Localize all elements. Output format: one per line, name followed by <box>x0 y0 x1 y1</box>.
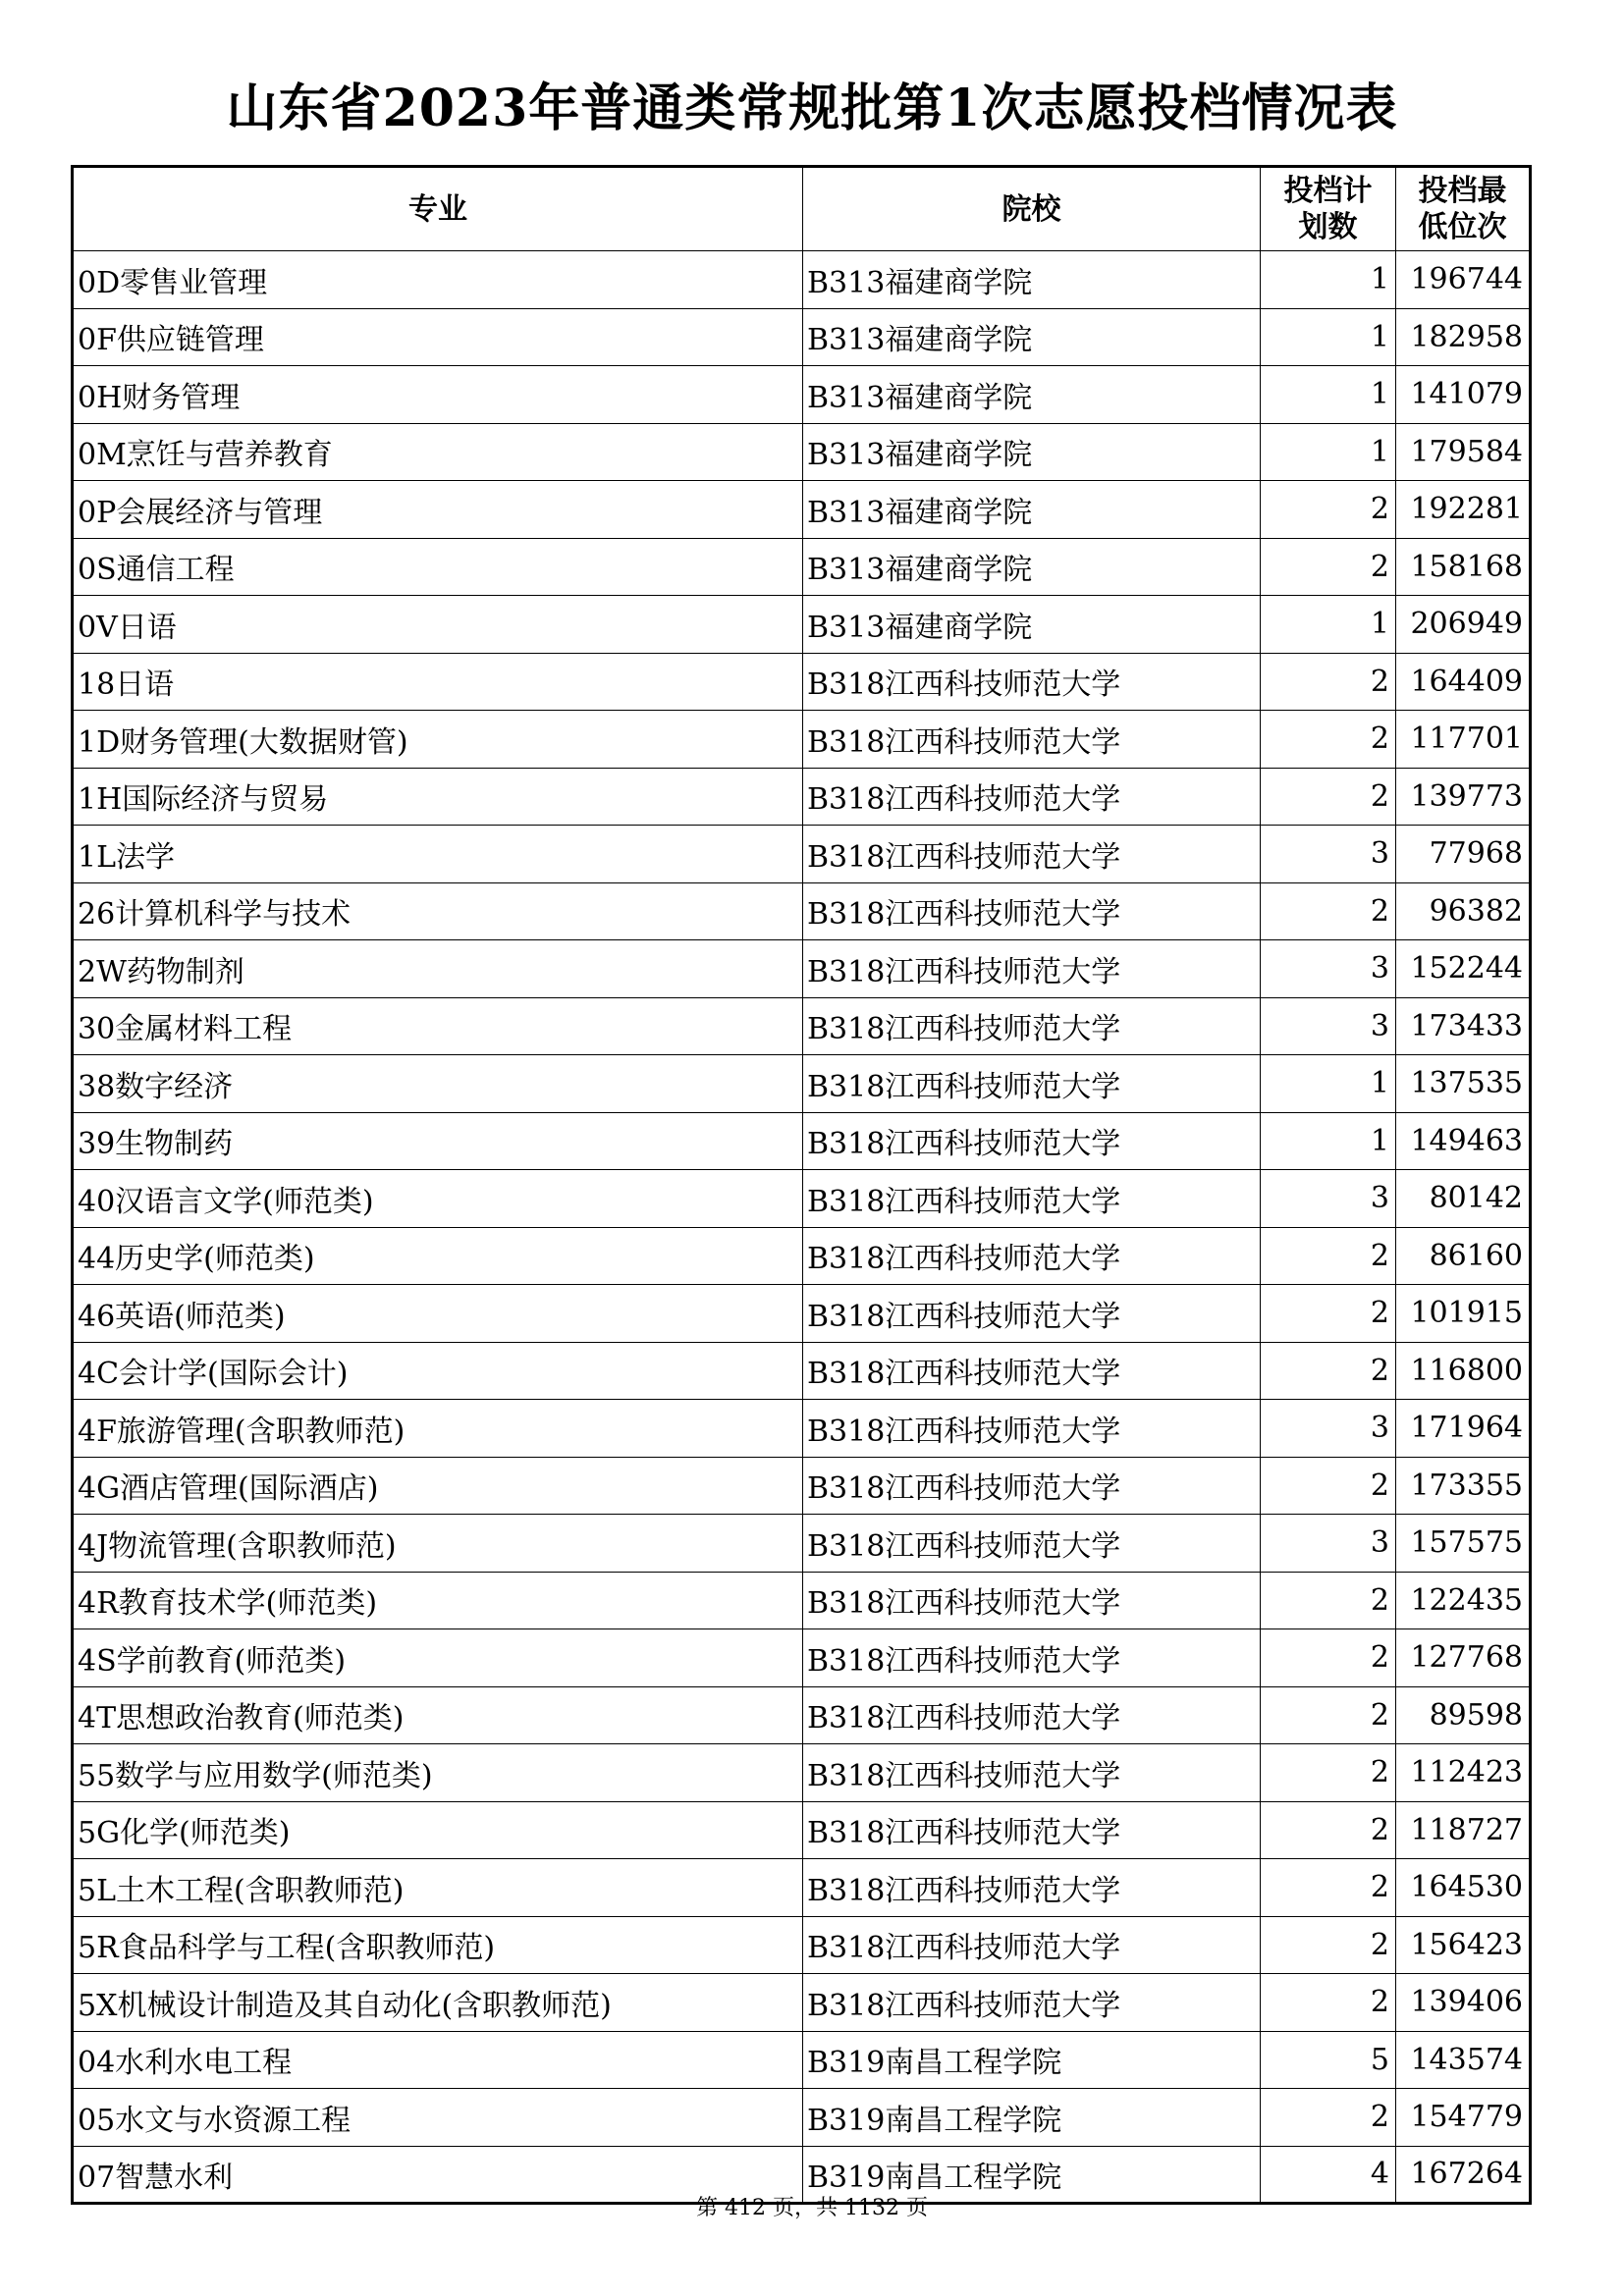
cell-rank: 116800 <box>1396 1342 1531 1400</box>
cell-rank: 167264 <box>1396 2146 1531 2204</box>
cell-school: B318江西科技师范大学 <box>803 997 1261 1055</box>
cell-major: 55数学与应用数学(师范类) <box>73 1744 803 1802</box>
cell-major: 4T思想政治教育(师范类) <box>73 1686 803 1744</box>
cell-plan: 2 <box>1261 1572 1396 1629</box>
cell-major: 18日语 <box>73 653 803 711</box>
cell-rank: 139406 <box>1396 1974 1531 2032</box>
cell-school: B318江西科技师范大学 <box>803 1801 1261 1859</box>
cell-rank: 164530 <box>1396 1859 1531 1917</box>
cell-school: B313福建商学院 <box>803 251 1261 309</box>
cell-plan: 2 <box>1261 1629 1396 1687</box>
cell-major: 1H国际经济与贸易 <box>73 768 803 826</box>
cell-major: 4J物流管理(含职教师范) <box>73 1515 803 1573</box>
table-row <box>73 366 1531 424</box>
table-row <box>73 1170 1531 1228</box>
cell-major: 2W药物制剂 <box>73 940 803 998</box>
cell-school: B318江西科技师范大学 <box>803 1974 1261 2032</box>
cell-rank: 118727 <box>1396 1801 1531 1859</box>
cell-plan: 2 <box>1261 1974 1396 2032</box>
cell-plan: 1 <box>1261 596 1396 654</box>
cell-school: B318江西科技师范大学 <box>803 1572 1261 1629</box>
cell-rank: 127768 <box>1396 1629 1531 1687</box>
cell-rank: 96382 <box>1396 882 1531 940</box>
cell-major: 5G化学(师范类) <box>73 1801 803 1859</box>
table-row <box>73 1744 1531 1802</box>
cell-major: 40汉语言文学(师范类) <box>73 1170 803 1228</box>
cell-major: 46英语(师范类) <box>73 1285 803 1343</box>
table-row <box>73 1285 1531 1343</box>
cell-school: B313福建商学院 <box>803 423 1261 481</box>
cell-major: 0M烹饪与营养教育 <box>73 423 803 481</box>
cell-rank: 89598 <box>1396 1686 1531 1744</box>
table-row <box>73 308 1531 366</box>
cell-major: 5R食品科学与工程(含职教师范) <box>73 1916 803 1974</box>
cell-plan: 3 <box>1261 826 1396 883</box>
cell-school: B318江西科技师范大学 <box>803 653 1261 711</box>
table-row <box>73 997 1531 1055</box>
cell-rank: 141079 <box>1396 366 1531 424</box>
header-row <box>73 167 1531 251</box>
cell-major: 0V日语 <box>73 596 803 654</box>
cell-rank: 152244 <box>1396 940 1531 998</box>
cell-plan: 2 <box>1261 1457 1396 1515</box>
table-row <box>73 538 1531 596</box>
cell-plan: 2 <box>1261 711 1396 769</box>
cell-plan: 2 <box>1261 1342 1396 1400</box>
cell-major: 07智慧水利 <box>73 2146 803 2204</box>
cell-rank: 171964 <box>1396 1400 1531 1458</box>
cell-school: B318江西科技师范大学 <box>803 1170 1261 1228</box>
cell-plan: 4 <box>1261 2146 1396 2204</box>
table-row <box>73 1801 1531 1859</box>
table-row <box>73 2031 1531 2089</box>
cell-rank: 196744 <box>1396 251 1531 309</box>
cell-rank: 164409 <box>1396 653 1531 711</box>
cell-rank: 112423 <box>1396 1744 1531 1802</box>
cell-school: B318江西科技师范大学 <box>803 826 1261 883</box>
table-row <box>73 2089 1531 2147</box>
cell-rank: 149463 <box>1396 1112 1531 1170</box>
cell-major: 0P会展经济与管理 <box>73 481 803 539</box>
cell-major: 44历史学(师范类) <box>73 1227 803 1285</box>
cell-major: 0F供应链管理 <box>73 308 803 366</box>
cell-rank: 182958 <box>1396 308 1531 366</box>
cell-major: 1L法学 <box>73 826 803 883</box>
cell-plan: 2 <box>1261 768 1396 826</box>
cell-major: 0H财务管理 <box>73 366 803 424</box>
cell-plan: 2 <box>1261 882 1396 940</box>
cell-plan: 2 <box>1261 1285 1396 1343</box>
header-rank <box>1396 167 1531 251</box>
header-school: 院校 <box>803 167 1261 251</box>
page-title: 山东省2023年普通类常规批第1次志愿投档情况表 <box>226 79 1398 138</box>
header-rank-line1: 投档最 <box>1418 174 1507 208</box>
cell-school: B318江西科技师范大学 <box>803 1515 1261 1573</box>
cell-plan: 1 <box>1261 308 1396 366</box>
cell-plan: 2 <box>1261 1227 1396 1285</box>
table-row <box>73 251 1531 309</box>
table-row <box>73 882 1531 940</box>
cell-major: 4C会计学(国际会计) <box>73 1342 803 1400</box>
cell-plan: 2 <box>1261 653 1396 711</box>
cell-rank: 143574 <box>1396 2031 1531 2089</box>
table-row <box>73 1629 1531 1687</box>
table-body <box>73 251 1531 2204</box>
table-row <box>73 596 1531 654</box>
cell-rank: 173433 <box>1396 997 1531 1055</box>
cell-school: B318江西科技师范大学 <box>803 882 1261 940</box>
cell-school: B318江西科技师范大学 <box>803 711 1261 769</box>
cell-major: 4F旅游管理(含职教师范) <box>73 1400 803 1458</box>
table-row <box>73 1055 1531 1113</box>
page-footer: 第 412 页，共 1132 页 <box>696 2196 928 2220</box>
cell-rank: 80142 <box>1396 1170 1531 1228</box>
cell-school: B319南昌工程学院 <box>803 2031 1261 2089</box>
cell-major: 5L土木工程(含职教师范) <box>73 1859 803 1917</box>
cell-major: 04水利水电工程 <box>73 2031 803 2089</box>
cell-school: B318江西科技师范大学 <box>803 1629 1261 1687</box>
cell-plan: 2 <box>1261 2089 1396 2147</box>
cell-school: B318江西科技师范大学 <box>803 1055 1261 1113</box>
cell-major: 4S学前教育(师范类) <box>73 1629 803 1687</box>
cell-plan: 2 <box>1261 1801 1396 1859</box>
cell-major: 5X机械设计制造及其自动化(含职教师范) <box>73 1974 803 2032</box>
cell-plan: 2 <box>1261 1686 1396 1744</box>
cell-school: B318江西科技师范大学 <box>803 1457 1261 1515</box>
cell-rank: 77968 <box>1396 826 1531 883</box>
cell-major: 05水文与水资源工程 <box>73 2089 803 2147</box>
cell-school: B318江西科技师范大学 <box>803 1859 1261 1917</box>
cell-school: B318江西科技师范大学 <box>803 1227 1261 1285</box>
cell-school: B318江西科技师范大学 <box>803 940 1261 998</box>
table-row <box>73 423 1531 481</box>
cell-school: B318江西科技师范大学 <box>803 1916 1261 1974</box>
cell-rank: 154779 <box>1396 2089 1531 2147</box>
header-rank-line2: 低位次 <box>1418 210 1507 244</box>
cell-plan: 1 <box>1261 251 1396 309</box>
cell-major: 0S通信工程 <box>73 538 803 596</box>
cell-rank: 179584 <box>1396 423 1531 481</box>
cell-school: B318江西科技师范大学 <box>803 1285 1261 1343</box>
cell-rank: 139773 <box>1396 768 1531 826</box>
header-plan-line2: 划数 <box>1298 210 1358 244</box>
table-row <box>73 1227 1531 1285</box>
cell-rank: 192281 <box>1396 481 1531 539</box>
cell-rank: 117701 <box>1396 711 1531 769</box>
cell-rank: 137535 <box>1396 1055 1531 1113</box>
cell-school: B313福建商学院 <box>803 596 1261 654</box>
cell-major: 30金属材料工程 <box>73 997 803 1055</box>
cell-school: B318江西科技师范大学 <box>803 768 1261 826</box>
table-row <box>73 1686 1531 1744</box>
cell-plan: 5 <box>1261 2031 1396 2089</box>
table-row <box>73 1916 1531 1974</box>
cell-plan: 3 <box>1261 997 1396 1055</box>
cell-rank: 101915 <box>1396 1285 1531 1343</box>
table-row <box>73 711 1531 769</box>
cell-school: B313福建商学院 <box>803 538 1261 596</box>
table-row <box>73 1112 1531 1170</box>
table-row <box>73 1457 1531 1515</box>
cell-school: B313福建商学院 <box>803 366 1261 424</box>
cell-plan: 1 <box>1261 1112 1396 1170</box>
cell-plan: 2 <box>1261 1744 1396 1802</box>
cell-plan: 1 <box>1261 423 1396 481</box>
cell-plan: 3 <box>1261 940 1396 998</box>
cell-major: 38数字经济 <box>73 1055 803 1113</box>
cell-major: 4R教育技术学(师范类) <box>73 1572 803 1629</box>
cell-rank: 86160 <box>1396 1227 1531 1285</box>
cell-major: 0D零售业管理 <box>73 251 803 309</box>
cell-plan: 1 <box>1261 1055 1396 1113</box>
cell-school: B318江西科技师范大学 <box>803 1400 1261 1458</box>
header-plan-line1: 投档计 <box>1283 174 1373 208</box>
table-row <box>73 481 1531 539</box>
cell-school: B313福建商学院 <box>803 308 1261 366</box>
cell-rank: 157575 <box>1396 1515 1531 1573</box>
cell-major: 26计算机科学与技术 <box>73 882 803 940</box>
table-row <box>73 1515 1531 1573</box>
cell-rank: 173355 <box>1396 1457 1531 1515</box>
cell-plan: 2 <box>1261 1916 1396 1974</box>
cell-major: 39生物制药 <box>73 1112 803 1170</box>
table-row <box>73 1859 1531 1917</box>
cell-plan: 1 <box>1261 366 1396 424</box>
cell-major: 4G酒店管理(国际酒店) <box>73 1457 803 1515</box>
cell-plan: 3 <box>1261 1400 1396 1458</box>
cell-rank: 156423 <box>1396 1916 1531 1974</box>
table-row <box>73 940 1531 998</box>
table-row <box>73 1974 1531 2032</box>
table-row <box>73 1572 1531 1629</box>
cell-school: B319南昌工程学院 <box>803 2146 1261 2204</box>
cell-school: B318江西科技师范大学 <box>803 1744 1261 1802</box>
cell-plan: 3 <box>1261 1515 1396 1573</box>
cell-plan: 2 <box>1261 481 1396 539</box>
admission-table <box>71 165 1532 2205</box>
cell-plan: 2 <box>1261 1859 1396 1917</box>
header-plan <box>1261 167 1396 251</box>
cell-school: B318江西科技师范大学 <box>803 1342 1261 1400</box>
cell-plan: 2 <box>1261 538 1396 596</box>
cell-school: B318江西科技师范大学 <box>803 1112 1261 1170</box>
cell-school: B313福建商学院 <box>803 481 1261 539</box>
cell-school: B318江西科技师范大学 <box>803 1686 1261 1744</box>
cell-school: B319南昌工程学院 <box>803 2089 1261 2147</box>
table-row <box>73 653 1531 711</box>
table-row <box>73 826 1531 883</box>
cell-rank: 158168 <box>1396 538 1531 596</box>
cell-rank: 206949 <box>1396 596 1531 654</box>
cell-plan: 3 <box>1261 1170 1396 1228</box>
cell-rank: 122435 <box>1396 1572 1531 1629</box>
table-row <box>73 768 1531 826</box>
table-row <box>73 1400 1531 1458</box>
cell-major: 1D财务管理(大数据财管) <box>73 711 803 769</box>
table-header <box>73 167 1531 251</box>
header-major: 专业 <box>73 167 803 251</box>
table-row <box>73 1342 1531 1400</box>
